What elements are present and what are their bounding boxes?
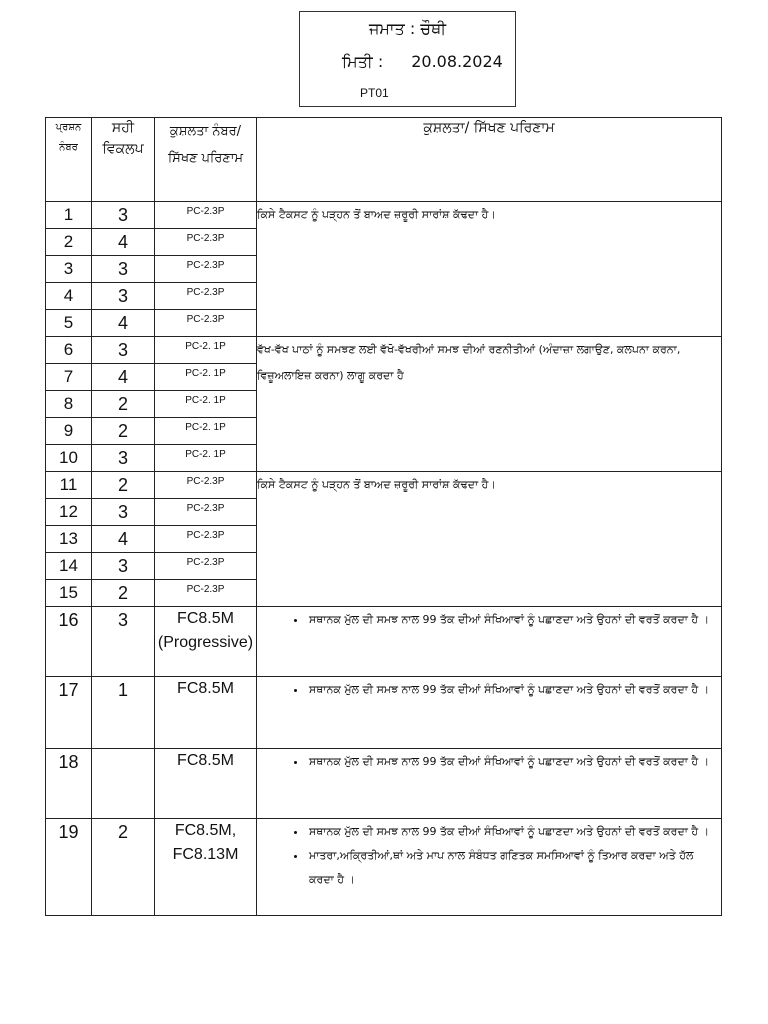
class-line: ਜਮਾਤ : ਚੌਥੀ [368, 19, 447, 38]
correct-option: 3 [92, 256, 155, 283]
question-number: 18 [46, 749, 92, 819]
learning-outcome [257, 677, 722, 749]
correct-option: 4 [92, 229, 155, 256]
correct-option: 3 [92, 445, 155, 472]
skill-code: FC8.5M [155, 677, 257, 749]
skill-code: PC-2.3P [155, 580, 257, 607]
skill-code: PC-2.3P [155, 472, 257, 499]
question-number: 19 [46, 819, 92, 916]
skill-code: PC-2.3P [155, 229, 257, 256]
skill-code: PC-2.3P [155, 499, 257, 526]
learning-outcome: ਕਿਸੇ ਟੈਕਸਟ ਨੂੰ ਪੜ੍ਹਨ ਤੋਂ ਬਾਅਦ ਜ਼ਰੂਰੀ ਸਾਰਾਂਸ਼ ਕੱਢਦਾ ਹੈ। [257, 472, 722, 607]
answer-key-table [45, 117, 722, 916]
table-row [46, 677, 722, 749]
skill-code: PC-2.3P [155, 553, 257, 580]
table-row [46, 472, 722, 499]
question-number: 13 [46, 526, 92, 553]
date-line: ਮਿਤੀ : 20.08.2024 [342, 52, 503, 71]
question-number: 11 [46, 472, 92, 499]
date-label: ਮਿਤੀ [342, 52, 373, 71]
outcome-bullet: • ਮਾਤਰਾ,ਅਕ੍ਰਿਤੀਆਂ,ਥਾਂ ਅਤੇ ਮਾਪ ਨਾਲ ਸੰਬੰਧਤ ਗਣਿਤਕ ਸਮਸਿਆਵਾਂ ਨੂੰ ਤਿਆਰ ਕਰਦਾ ਅਤੇ ਹੱਲ ਕਰਦਾ ਹੈ । [307, 844, 721, 892]
correct-option [92, 749, 155, 819]
table-row [46, 819, 722, 916]
outcome-bullet: • ਸਥਾਨਕ ਮੁੱਲ ਦੀ ਸਮਝ ਨਾਲ 99 ਤੱਕ ਦੀਆਂ ਸੰਖਿਆਵਾਂ ਨੂੰ ਪਛਾਣਦਾ ਅਤੇ ਉਹਨਾਂ ਦੀ ਵਰਤੋਂ ਕਰਦਾ ਹੈ । [307, 608, 721, 632]
skill-code: PC-2. 1P [155, 445, 257, 472]
skill-code: PC-2.3P [155, 283, 257, 310]
table-row [46, 749, 722, 819]
question-number: 9 [46, 418, 92, 445]
skill-code: PC-2.3P [155, 310, 257, 337]
correct-option: 2 [92, 580, 155, 607]
question-number: 3 [46, 256, 92, 283]
correct-option: 4 [92, 364, 155, 391]
correct-option: 3 [92, 283, 155, 310]
header-question-number: ਪ੍ਰਸ਼ਨ ਨੰਬਰ [46, 118, 92, 202]
table-row [46, 202, 722, 229]
correct-option: 2 [92, 391, 155, 418]
skill-code: PC-2. 1P [155, 337, 257, 364]
correct-option: 3 [92, 499, 155, 526]
skill-code: PC-2.3P [155, 202, 257, 229]
skill-code: PC-2. 1P [155, 391, 257, 418]
question-number: 5 [46, 310, 92, 337]
question-number: 8 [46, 391, 92, 418]
table-header-row [46, 118, 722, 202]
question-number: 10 [46, 445, 92, 472]
date-value: 20.08.2024 [411, 52, 503, 71]
question-number: 15 [46, 580, 92, 607]
question-number: 17 [46, 677, 92, 749]
skill-code: FC8.5M [155, 749, 257, 819]
table-row [46, 607, 722, 677]
skill-code: FC8.5M (Progressive) [155, 607, 257, 677]
skill-code: PC-2. 1P [155, 364, 257, 391]
learning-outcome: ਵੱਖ-ਵੱਖ ਪਾਠਾਂ ਨੂੰ ਸਮਝਣ ਲਈ ਵੱਖੋ-ਵੱਖਰੀਆਂ ਸਮਝ ਦੀਆਂ ਰਣਨੀਤੀਆਂ (ਅੰਦਾਜ਼ਾ ਲਗਾਉਣ, ਕਲਪਨਾ ਕਰਨਾ, ਵਿਜ਼ੂਅਲਾਇਜ਼ ਕਰਨਾ) ਲਾਗੂ ਕਰਦਾ ਹੈ [257, 337, 722, 472]
learning-outcome [257, 749, 722, 819]
outcome-bullet: • ਸਥਾਨਕ ਮੁੱਲ ਦੀ ਸਮਝ ਨਾਲ 99 ਤੱਕ ਦੀਆਂ ਸੰਖਿਆਵਾਂ ਨੂੰ ਪਛਾਣਦਾ ਅਤੇ ਉਹਨਾਂ ਦੀ ਵਰਤੋਂ ਕਰਦਾ ਹੈ । [307, 750, 721, 774]
question-number: 16 [46, 607, 92, 677]
correct-option: 3 [92, 337, 155, 364]
header-correct-option: ਸਹੀ ਵਿਕਲਪ [92, 118, 155, 202]
correct-option: 2 [92, 472, 155, 499]
skill-code: PC-2.3P [155, 256, 257, 283]
learning-outcome [257, 819, 722, 916]
question-number: 7 [46, 364, 92, 391]
correct-option: 4 [92, 526, 155, 553]
header-box [299, 11, 516, 107]
correct-option: 2 [92, 418, 155, 445]
question-number: 14 [46, 553, 92, 580]
question-number: 1 [46, 202, 92, 229]
outcome-bullet: • ਸਥਾਨਕ ਮੁੱਲ ਦੀ ਸਮਝ ਨਾਲ 99 ਤੱਕ ਦੀਆਂ ਸੰਖਿਆਵਾਂ ਨੂੰ ਪਛਾਣਦਾ ਅਤੇ ਉਹਨਾਂ ਦੀ ਵਰਤੋਂ ਕਰਦਾ ਹੈ । [307, 820, 721, 844]
class-value: ਚੌਥੀ [420, 19, 447, 38]
skill-code: FC8.5M, FC8.13M [155, 819, 257, 916]
correct-option: 4 [92, 310, 155, 337]
correct-option: 3 [92, 202, 155, 229]
test-code: PT01 [360, 86, 389, 100]
correct-option: 3 [92, 607, 155, 677]
table-row [46, 337, 722, 364]
skill-code: PC-2.3P [155, 526, 257, 553]
correct-option: 1 [92, 677, 155, 749]
question-number: 12 [46, 499, 92, 526]
learning-outcome [257, 607, 722, 677]
question-number: 4 [46, 283, 92, 310]
question-number: 6 [46, 337, 92, 364]
correct-option: 3 [92, 553, 155, 580]
header-skill-number: ਕੁਸ਼ਲਤਾ ਨੰਬਰ/ ਸਿੱਖਣ ਪਰਿਣਾਮ [155, 118, 257, 202]
skill-code: PC-2. 1P [155, 418, 257, 445]
correct-option: 2 [92, 819, 155, 916]
header-learning-outcome: ਕੁਸ਼ਲਤਾ/ ਸਿੱਖਣ ਪਰਿਣਾਮ [257, 118, 722, 202]
learning-outcome: ਕਿਸੇ ਟੈਕਸਟ ਨੂੰ ਪੜ੍ਹਨ ਤੋਂ ਬਾਅਦ ਜ਼ਰੂਰੀ ਸਾਰਾਂਸ਼ ਕੱਢਦਾ ਹੈ। [257, 202, 722, 337]
outcome-bullet: • ਸਥਾਨਕ ਮੁੱਲ ਦੀ ਸਮਝ ਨਾਲ 99 ਤੱਕ ਦੀਆਂ ਸੰਖਿਆਵਾਂ ਨੂੰ ਪਛਾਣਦਾ ਅਤੇ ਉਹਨਾਂ ਦੀ ਵਰਤੋਂ ਕਰਦਾ ਹੈ । [307, 678, 721, 702]
class-label: ਜਮਾਤ [368, 19, 405, 38]
question-number: 2 [46, 229, 92, 256]
